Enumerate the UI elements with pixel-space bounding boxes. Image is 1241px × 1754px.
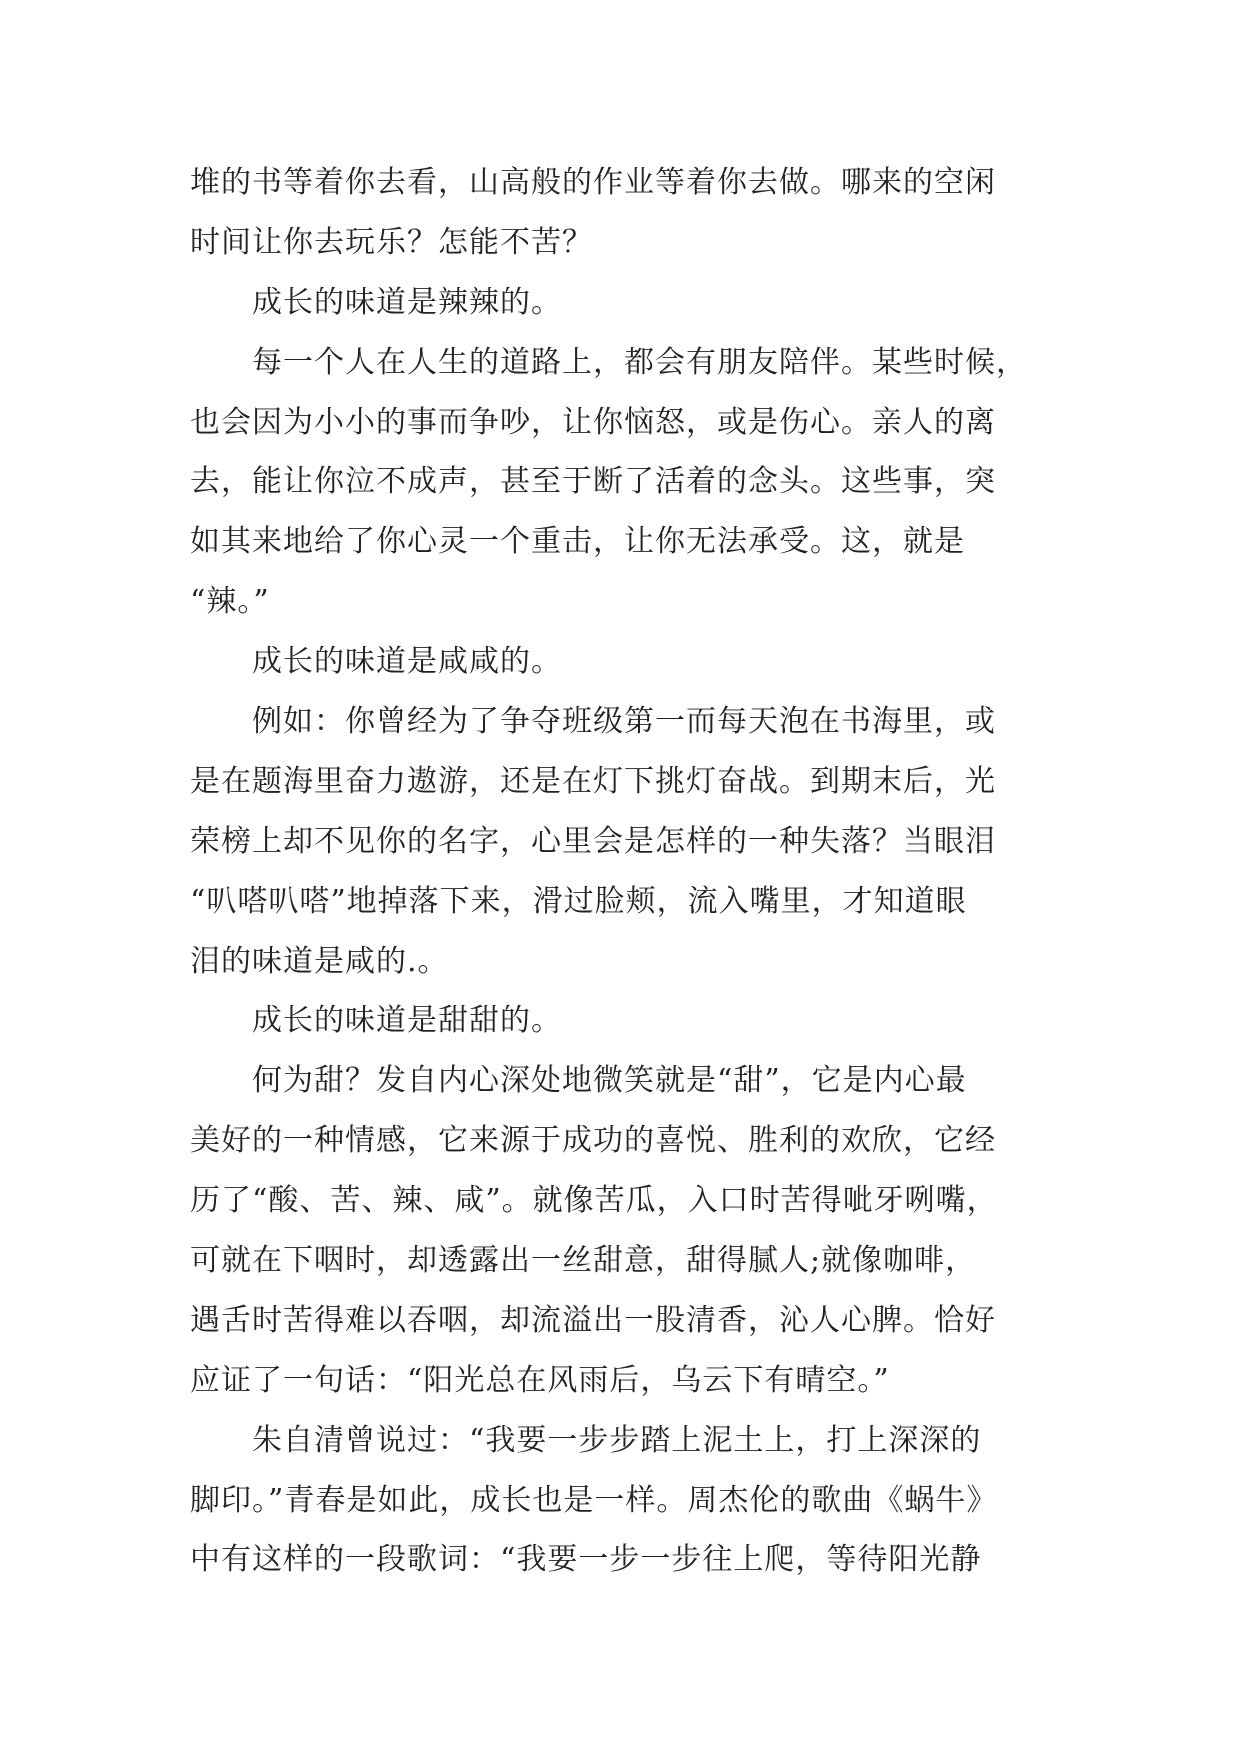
text-line: 堆的书等着你去看，山高般的作业等着你去做。哪来的空闲 — [190, 165, 996, 200]
text-line: 成长的味道是甜甜的。 — [252, 1003, 562, 1039]
text-line: 何为甜？发自内心深处地微笑就是“甜”，它是内心最 — [252, 1063, 967, 1099]
text-line: 时间让你去玩乐？怎能不苦？ — [190, 224, 593, 260]
text-line: 成长的味道是咸咸的。 — [252, 644, 562, 680]
text-line: 脚印。”青春是如此，成长也是一样。周杰伦的歌曲《蜗牛》 — [190, 1482, 998, 1518]
body-text — [190, 153, 1060, 1590]
text-line: 泪的味道是咸的.。 — [190, 943, 449, 979]
text-line: 荣榜上却不见你的名字，心里会是怎样的一种失落？当眼泪 — [190, 823, 996, 859]
text-line: 例如：你曾经为了争夺班级第一而每天泡在书海里，或 — [252, 704, 996, 740]
text-line: 美好的一种情感，它来源于成功的喜悦、胜利的欢欣，它经 — [190, 1123, 996, 1159]
text-line: 也会因为小小的事而争吵，让你恼怒，或是伤心。亲人的离 — [190, 404, 996, 440]
text-line: “叭嗒叭嗒”地掉落下来，滑过脸颊，流入嘴里，才知道眼 — [190, 883, 967, 919]
text-line: 中有这样的一段歌词：“我要一步一步往上爬，等待阳光静 — [190, 1542, 982, 1578]
text-line: 历了“酸、苦、辣、咸”。就像苦瓜，入口时苦得呲牙咧嘴， — [190, 1183, 998, 1219]
text-line: 每一个人在人生的道路上，都会有朋友陪伴。某些时候， — [252, 344, 1027, 380]
text-line: “辣。” — [190, 584, 270, 620]
text-line: 成长的味道是辣辣的。 — [252, 284, 562, 320]
text-line: 遇舌时苦得难以吞咽，却流溢出一股清香，沁人心脾。恰好 — [190, 1302, 996, 1338]
text-line: 如其来地给了你心灵一个重击，让你无法承受。这，就是 — [190, 524, 965, 560]
text-line: 去，能让你泣不成声，甚至于断了活着的念头。这些事，突 — [190, 464, 996, 500]
text-line: 应证了一句话：“阳光总在风雨后，乌云下有晴空。” — [190, 1362, 890, 1398]
text-line: 可就在下咽时，却透露出一丝甜意，甜得腻人;就像咖啡， — [190, 1243, 977, 1279]
text-line: 朱自清曾说过：“我要一步步踏上泥土上，打上深深的 — [252, 1422, 982, 1458]
text-line: 是在题海里奋力遨游，还是在灯下挑灯奋战。到期末后，光 — [190, 763, 996, 799]
